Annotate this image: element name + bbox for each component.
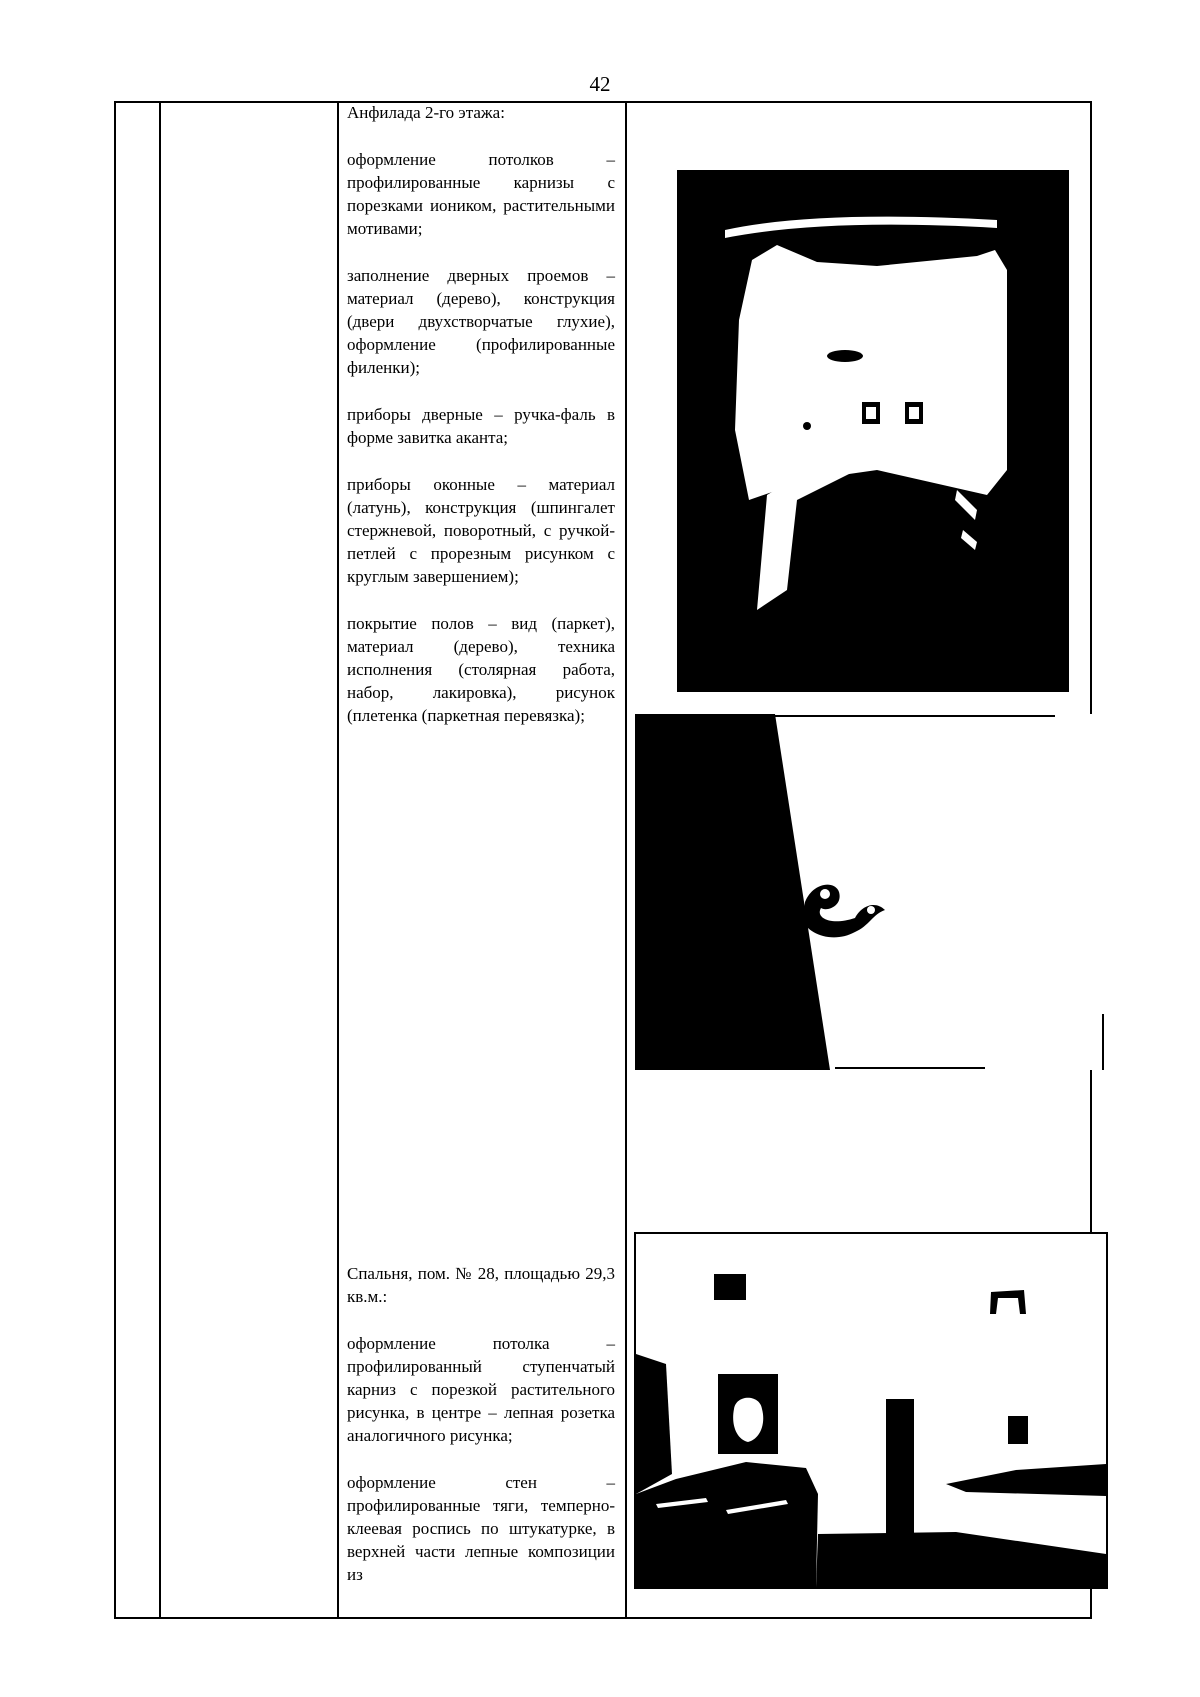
section-bedroom (347, 1262, 615, 1586)
item-ceiling: оформление потолка – профилированный ступенчатый карниз с порезкой растительного рисунка, в центре – лепная розетка аналогичного рисунка; (347, 1334, 615, 1445)
section-heading: Спальня, пом. № 28, площадью 29,3 кв.м.: (347, 1264, 615, 1306)
item-walls: оформление стен – профилированные тяги, темперно-клеевая роспись по штукатурке, в верхней части лепные композиции из (347, 1473, 615, 1584)
column-divider-1 (159, 101, 161, 1619)
item-door-hardware: приборы дверные – ручка-фаль в форме завитка аканта; (347, 405, 615, 447)
section-heading: Анфилада 2-го этажа: (347, 103, 505, 122)
photo-bedroom (634, 1232, 1108, 1589)
item-doors: заполнение дверных проемов – материал (дерево), конструкция (двери двухстворчатые глухие), оформление (профилированные филенки); (347, 266, 615, 377)
item-window-hardware: приборы оконные – материал (латунь), конструкция (шпингалет стержневой, поворотный, с ручкой-петлей с прорезным рисунком с круглым завершением); (347, 475, 615, 586)
item-ceilings: оформление потолков – профилированные карнизы с порезками иоником, растительными мотивами; (347, 150, 615, 238)
photo-door-handle (635, 714, 1105, 1070)
section-enfilade (347, 101, 615, 727)
photo-enfilade (677, 170, 1069, 692)
item-floors: покрытие полов – вид (паркет), материал (дерево), техника исполнения (столярная работа, набор, лакировка), рисунок (плетенка (паркетная перевязка); (347, 614, 615, 725)
column-divider-3 (625, 101, 627, 1619)
column-divider-2 (337, 101, 339, 1619)
page-number: 42 (589, 72, 611, 96)
